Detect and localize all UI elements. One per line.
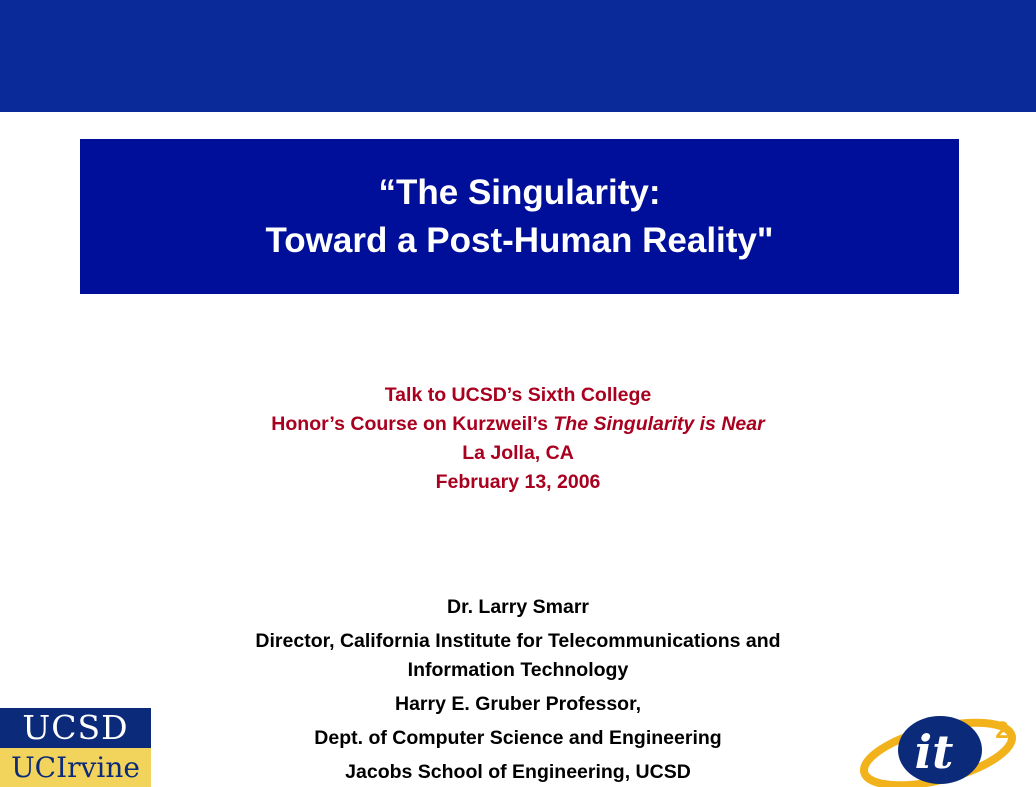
talk-location: La Jolla, CA [462, 442, 574, 464]
author-role-2: Harry E. Gruber Professor, [394, 693, 642, 715]
author-role-1b: Information Technology [407, 659, 629, 681]
it2-superscript: 2 [995, 717, 1009, 744]
it2-logo [858, 708, 1024, 787]
author-school: Jacobs School of Engineering, UCSD [345, 761, 691, 783]
title-line-2: Toward a Post-Human Reality" [265, 221, 774, 260]
course-prefix: Honor’s Course on Kurzweil’s [271, 413, 554, 435]
talk-info [0, 381, 1036, 497]
course-line [0, 410, 1036, 439]
it2-text: it [914, 725, 954, 779]
talk-date: February 13, 2006 [435, 471, 601, 493]
author-dept: Dept. of Computer Science and Engineering [314, 727, 722, 749]
book-title: The Singularity is Near [553, 413, 765, 435]
uci-logo: UCIrvine [0, 748, 151, 787]
author-name: Dr. Larry Smarr [447, 596, 589, 618]
talk-venue: Talk to UCSD’s Sixth College [384, 384, 652, 406]
title-box [80, 139, 959, 294]
author-role-1a: Director, California Institute for Telecommunications and [255, 630, 781, 652]
title-line-1: “The Singularity: [378, 173, 661, 212]
top-banner [0, 0, 1036, 112]
ucsd-logo: UCSD [0, 708, 151, 748]
